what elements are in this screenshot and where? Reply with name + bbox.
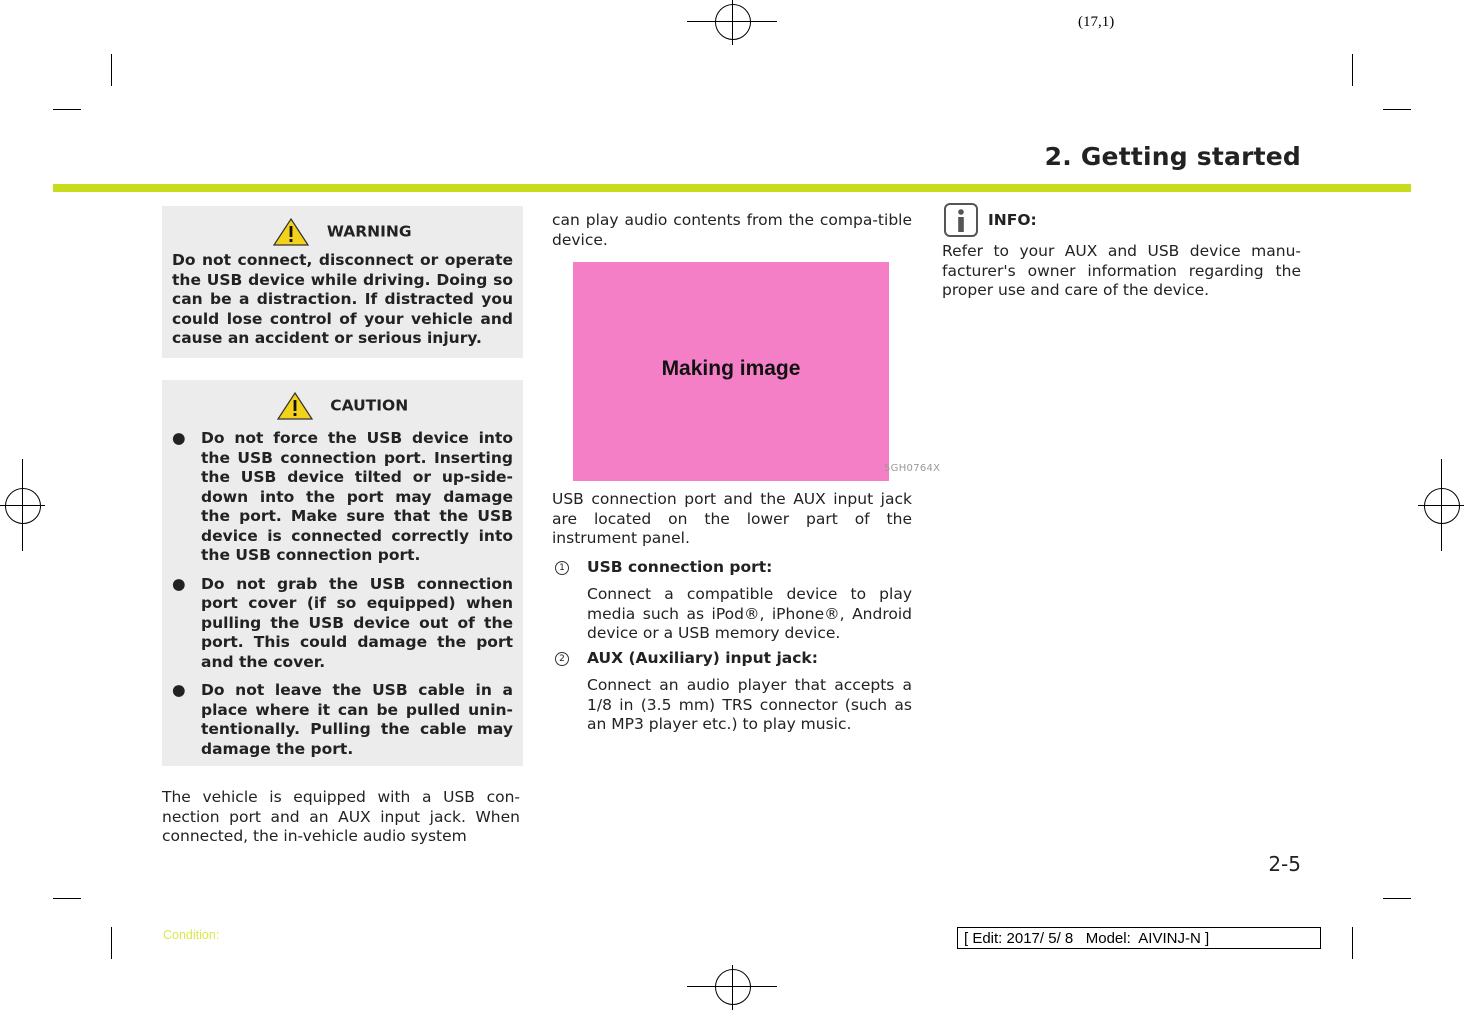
warning-text: Do not connect, disconnect or operate the USB device while driving. Doing so can be a distraction. If distracted you could lose control of your vehicle and cause an accident or serious injury. [172,251,513,347]
warning-box [162,206,523,358]
caution-item-text: Do not grab the USB connection port cover (if so equipped) when pulling the USB device out of the port. This could damage the port and the cover. [201,574,513,671]
caution-item-text: Do not leave the USB cable in a place where it can be pulled unin-tentionally. Pulling the cable may damage the port. [201,681,513,758]
callout-text-usb: Connect a compatible device to play media such as iPod®, iPhone®, Android device or a USB memory device. [587,585,912,642]
section-title: 2. Getting started [1044,142,1301,171]
page-number: 2-5 [1268,852,1301,876]
info-title: INFO: [988,211,1037,229]
figure-image [573,262,889,481]
info-text: Refer to your AUX and USB device manu-facturer's owner information regarding the proper use and care of the device. [942,242,1301,299]
bullet-dot: ● [172,681,186,699]
edit-info-box: [ Edit: 2017/ 5/ 8 Model: AIVINJ-N ] [957,927,1321,949]
info-icon [944,203,978,237]
callout-number-1: 1 [555,561,569,575]
intro-paragraph: The vehicle is equipped with a USB con-nection port and an AUX input jack. When connected, the in-vehicle audio system [162,788,520,845]
figure-placeholder-text: Making image [661,357,801,380]
bullet-dot: ● [172,574,186,593]
section-divider [53,184,1411,192]
caution-triangle-icon [277,392,313,420]
caution-header [162,392,523,420]
caution-box [162,380,523,766]
condition-label: Condition: [163,928,220,942]
warning-title: WARNING [326,222,412,241]
location-paragraph: USB connection port and the AUX input jack are located on the lower part of the instrument panel. [552,490,912,547]
caution-title: CAUTION [330,396,409,415]
caution-item [162,681,513,759]
figure-code: 5GH0764X [884,463,941,474]
callout-number-2: 2 [555,652,569,666]
warning-header [162,218,523,246]
caution-item-text: Do not force the USB device into the USB connection port. Inserting the USB device tilted or up-side-down into the port may damage the port. Make sure that the USB device is connected correctly into the USB connection port. [201,429,513,564]
callout-text-aux: Connect an audio player that accepts a 1/8 in (3.5 mm) TRS connector (such as an MP3 player etc.) to play music. [587,676,912,733]
page-reference: (17,1) [1078,14,1115,30]
bullet-dot: ● [172,429,186,447]
callout-title-aux: AUX (Auxiliary) input jack: [587,649,818,667]
intro-paragraph-continued: can play audio contents from the compa-tible device. [552,211,912,249]
warning-triangle-icon [273,218,309,246]
caution-item [162,429,513,566]
callout-title-usb: USB connection port: [587,558,773,576]
caution-item [162,575,513,673]
